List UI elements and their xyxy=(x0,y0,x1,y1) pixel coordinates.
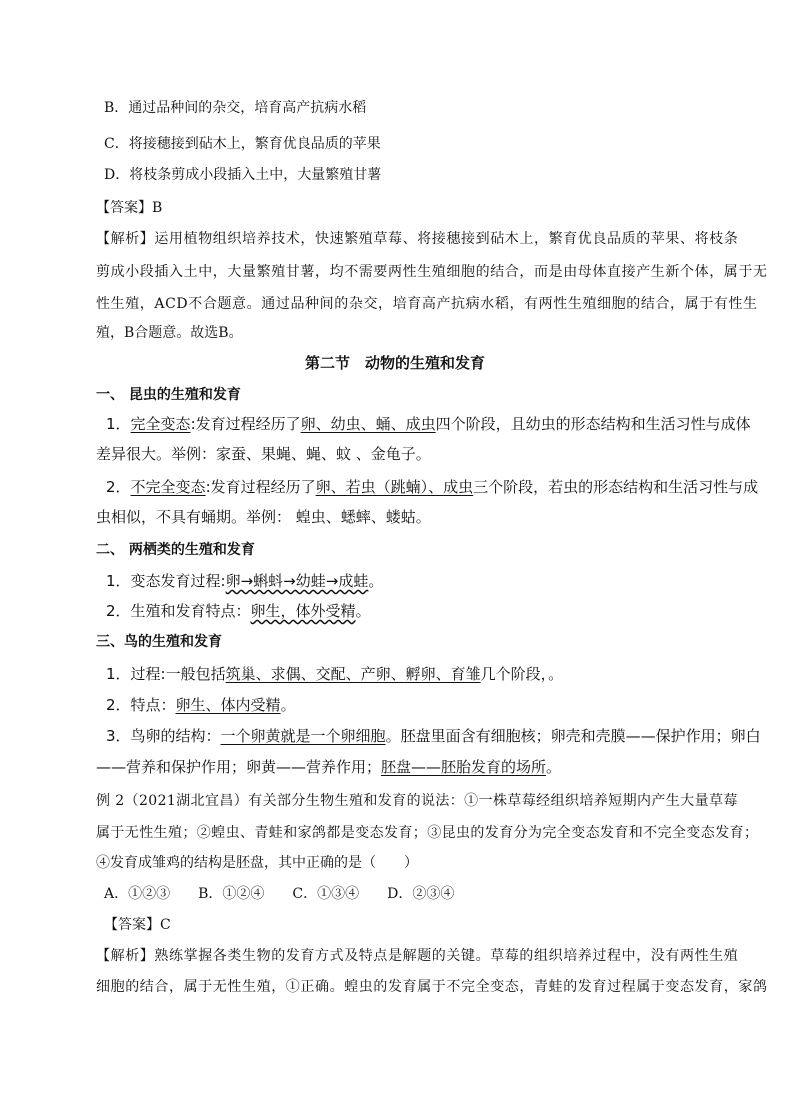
incomplete-metamorphosis-line xyxy=(106,477,758,497)
answer-2: 【答案】C xyxy=(104,917,171,933)
analysis-1-line: 殖，B合题意。故选B。 xyxy=(96,325,243,341)
egg-yolk-cell: 一个卵黄就是一个卵细胞 xyxy=(220,727,386,745)
example-2-line: 属于无性生殖；②蝗虫、青蛙和家鸽都是变态发育；③昆虫的发育分为完全变态发育和不完全变态发育； xyxy=(96,825,759,841)
section-title: 第二节 动物的生殖和发育 xyxy=(304,354,485,372)
analysis-1-line: 【解析】运用植物组织培养技术，快速繁殖草莓、将接穗接到砧木上，繁育优良品质的苹果、将枝条 xyxy=(96,231,739,247)
complete-metamorphosis-term: 完全变态 xyxy=(130,415,191,433)
incomplete-metamorphosis-example: 虫相似，不具有蛹期。举例： 蝗虫、蟋蟀、蝼蛄。 xyxy=(96,508,431,526)
text-fragment: ——营养和保护作用；卵黄——营养作用； xyxy=(96,758,382,776)
amphibian-stages: 卵→蝌蚪→幼蛙→成蛙 xyxy=(225,572,369,590)
answer-1: 【答案】B xyxy=(96,200,163,216)
text-fragment: 1．过程:一般包括 xyxy=(106,665,226,683)
analysis-2-line: 细胞的结合，属于无性生殖，①正确。蝗虫的发育属于不完全变态，青蛙的发育过程属于变态发育，家鸽 xyxy=(96,979,768,995)
text-fragment: 。 xyxy=(368,572,384,590)
bird-process-stages: 筑巢、求偶、交配、产卵、孵卵、育雏 xyxy=(225,665,481,683)
text-fragment: 三个阶段，若虫的形态结构和生活习性与成 xyxy=(473,478,759,496)
example-2-line: ④发育成雏鸡的结构是胚盘，其中正确的是（ ） xyxy=(96,855,418,871)
bird-features-line xyxy=(106,695,296,715)
text-fragment: 。胚盘里面含有细胞核；卵壳和壳膜——保护作用；卵白 xyxy=(385,727,761,745)
option-d: D．将枝条剪成小段插入土中，大量繁殖甘薯 xyxy=(104,167,382,183)
text-fragment: :发育过程经历了 xyxy=(190,415,301,433)
insects-heading: 一、 昆虫的生殖和发育 xyxy=(96,387,241,403)
item-number: 2． xyxy=(106,478,131,496)
incomplete-metamorphosis-term: 不完全变态 xyxy=(130,478,206,496)
option-b: B．通过品种间的杂交，培育高产抗病水稻 xyxy=(104,100,367,116)
text-fragment: 3．鸟卵的结构： xyxy=(106,727,221,745)
analysis-1-line: 剪成小段插入土中，大量繁殖甘薯，均不需要两性生殖细胞的结合，而是由母体直接产生新个体，属于无 xyxy=(96,264,768,280)
text-fragment: 四个阶段，且幼虫的形态结构和生活习性与成体 xyxy=(435,415,751,433)
complete-stages: 卵、幼虫、蛹、成虫 xyxy=(300,415,436,433)
amphibian-metamorphosis-line xyxy=(106,571,383,591)
text-fragment: 。 xyxy=(546,758,562,776)
incomplete-stages: 卵、若虫（跳蝻）、成虫 xyxy=(315,478,474,496)
text-fragment: 。 xyxy=(355,602,371,620)
germinal-disc: 胚盘——胚胎发育的场所 xyxy=(381,758,547,776)
item-number: 1． xyxy=(106,415,131,433)
birds-heading: 三、鸟的生殖和发育 xyxy=(96,634,222,650)
analysis-1-line: 性生殖，ACD不合题意。通过品种间的杂交，培育高产抗病水稻，有两性生殖细胞的结合，属于有性生 xyxy=(96,296,758,312)
text-fragment: 1．变态发育过程: xyxy=(106,572,226,590)
option-c: C．将接穗接到砧木上，繁育优良品质的苹果 xyxy=(104,136,381,152)
complete-metamorphosis-example: 差异很大。举例：家蚕、果蝇、蝇、蚊 、金龟子。 xyxy=(96,445,431,463)
egg-structure-line-2 xyxy=(96,757,561,777)
example-2-options: A．①②③ B．①②④ C．①③④ D．②③④ xyxy=(104,886,455,902)
amphibian-features-line xyxy=(106,601,371,621)
example-2-line: 例 2（2021湖北宜昌）有关部分生物生殖和发育的说法：①一株草莓经组织培养短期内产生大量草莓 xyxy=(96,793,738,809)
bird-features: 卵生、体内受精 xyxy=(175,696,281,714)
text-fragment: 几个阶段，。 xyxy=(480,665,564,683)
text-fragment: 2．特点： xyxy=(106,696,176,714)
text-fragment: 2．生殖和发育特点： xyxy=(106,602,251,620)
text-fragment: :发育过程经历了 xyxy=(205,478,316,496)
text-fragment: 。 xyxy=(280,696,296,714)
analysis-2-line: 【解析】熟练掌握各类生物的发育方式及特点是解题的关键。草莓的组织培养过程中，没有两性生殖 xyxy=(96,948,739,964)
amphibians-heading: 二、 两栖类的生殖和发育 xyxy=(96,542,255,558)
amphibian-features: 卵生，体外受精 xyxy=(250,602,356,620)
complete-metamorphosis-line xyxy=(106,414,751,434)
egg-structure-line xyxy=(106,726,761,746)
bird-process-line xyxy=(106,664,563,684)
